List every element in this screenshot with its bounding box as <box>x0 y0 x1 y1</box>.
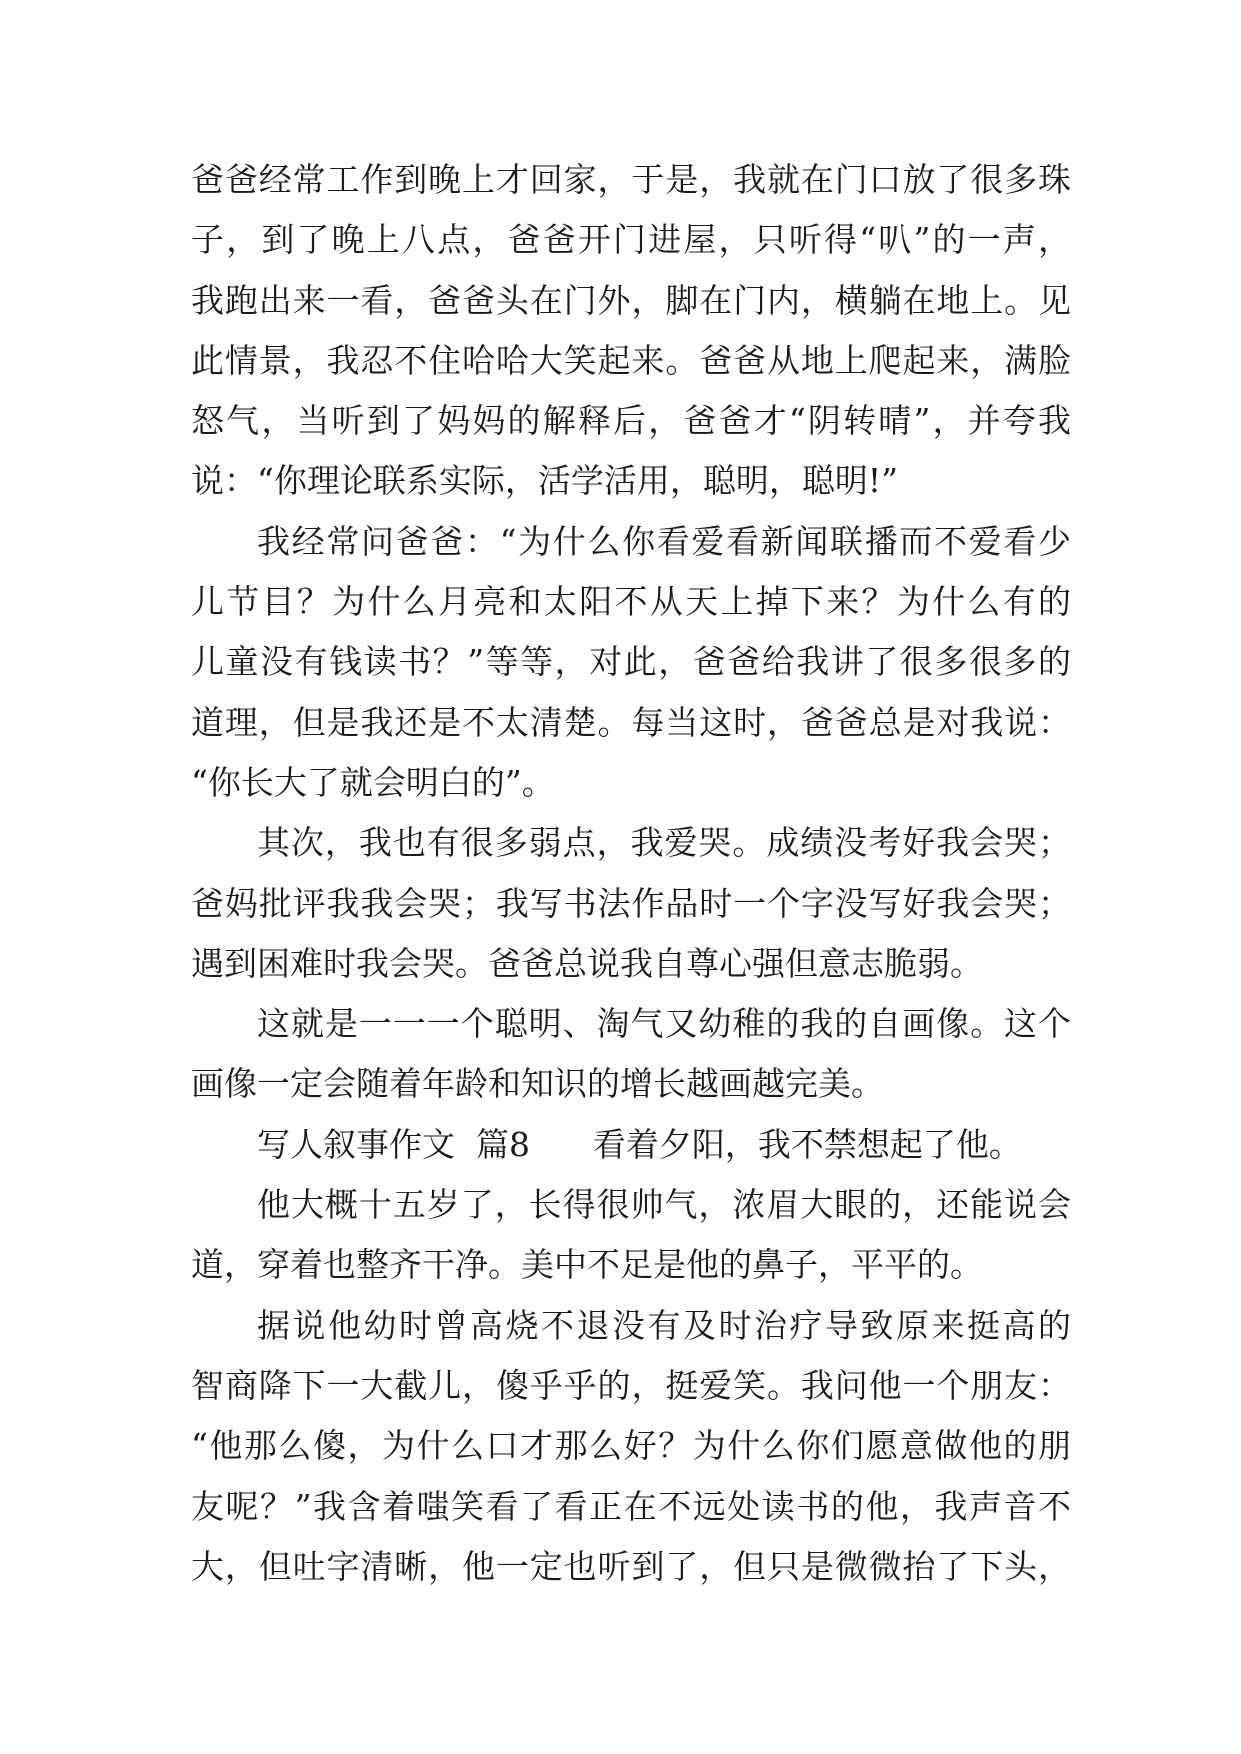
text-line: 道理，但是我还是不太清楚。每当这时，爸爸总是对我说： <box>191 702 1071 742</box>
text-line: 儿童没有钱读书？”等等，对此，爸爸给我讲了很多很多的 <box>191 642 1071 682</box>
text-line: 画像一定会随着年龄和知识的增长越画越完美。 <box>191 1064 884 1104</box>
text-line: 道，穿着也整齐干净。美中不足是他的鼻子，平平的。 <box>191 1245 983 1285</box>
section-heading-line: 写人叙事作文 篇8 看着夕阳，我不禁想起了他。 <box>257 1124 1022 1164</box>
text-line: “他那么傻，为什么口才那么好？为什么你们愿意做他的朋 <box>191 1426 1071 1466</box>
text-line: 儿节目？为什么月亮和太阳不从天上掉下来？为什么有的 <box>191 582 1071 622</box>
paragraph-first-line: 这就是一一一个聪明、淘气又幼稚的我的自画像。这个 <box>257 1004 1071 1044</box>
text-line: 怒气，当听到了妈妈的解释后，爸爸才“阴转晴”，并夸我 <box>191 401 1071 441</box>
text-line: 说：“你理论联系实际，活学活用，聪明，聪明!” <box>191 461 899 501</box>
text-line: 此情景，我忍不住哈哈大笑起来。爸爸从地上爬起来，满脸 <box>191 340 1071 380</box>
text-line: 爸爸经常工作到晚上才回家，于是，我就在门口放了很多珠 <box>191 160 1071 199</box>
text-line: “你长大了就会明白的”。 <box>191 762 555 802</box>
text-line: 我跑出来一看，爸爸头在门外，脚在门内，横躺在地上。见 <box>191 280 1071 320</box>
paragraph-first-line: 他大概十五岁了，长得很帅气，浓眉大眼的，还能说会 <box>257 1185 1071 1225</box>
text-line: 爸妈批评我我会哭；我写书法作品时一个字没写好我会哭； <box>191 883 1071 923</box>
text-line: 子，到了晚上八点，爸爸开门进屋，只听得“叭”的一声， <box>191 220 1071 260</box>
document-body <box>191 150 1071 1597</box>
paragraph-first-line: 我经常问爸爸：“为什么你看爱看新闻联播而不爱看少 <box>257 521 1071 561</box>
text-line: 友呢？”我含着嗤笑看了看正在不远处读书的他，我声音不 <box>191 1486 1071 1526</box>
paragraph-first-line: 其次，我也有很多弱点，我爱哭。成绩没考好我会哭； <box>257 823 1071 863</box>
text-line: 大，但吐字清晰，他一定也听到了，但只是微微抬了下头， <box>191 1546 1071 1586</box>
text-line: 遇到困难时我会哭。爸爸总说我自尊心强但意志脆弱。 <box>191 943 983 983</box>
text-line: 智商降下一大截儿，傻乎乎的，挺爱笑。我问他一个朋友： <box>191 1365 1071 1405</box>
paragraph-first-line: 据说他幼时曾高烧不退没有及时治疗导致原来挺高的 <box>257 1305 1071 1345</box>
